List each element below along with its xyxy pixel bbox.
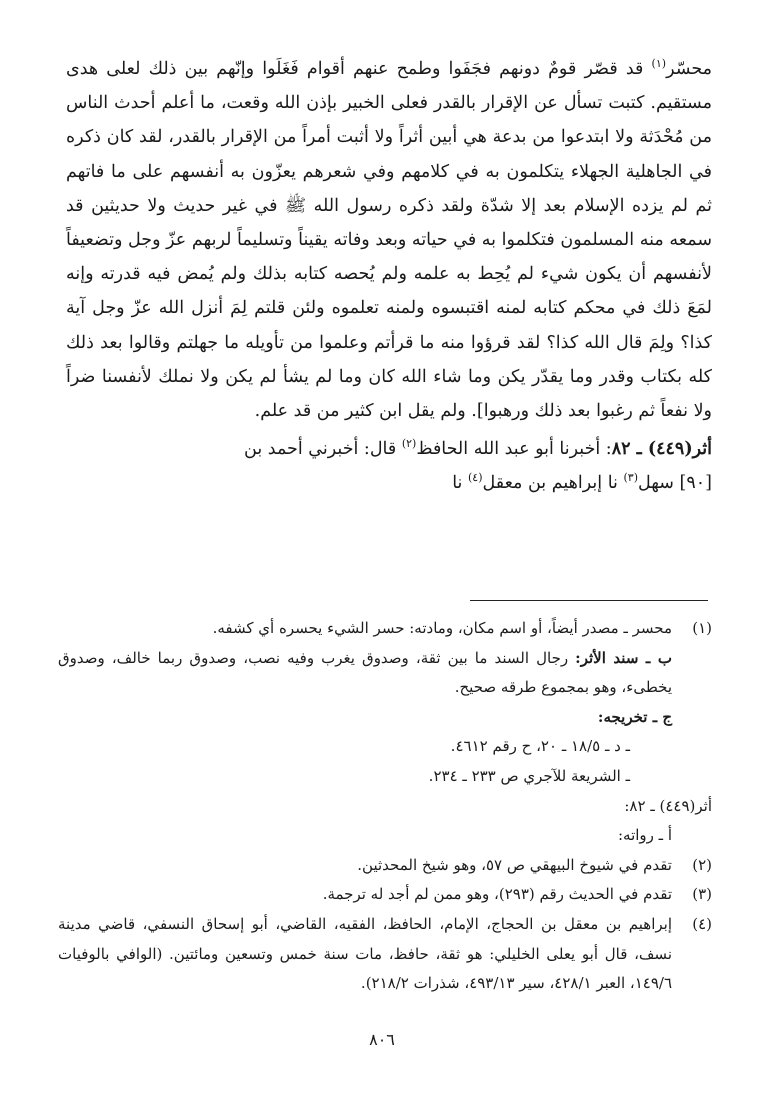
- footnote-ref-1[interactable]: (١): [651, 57, 667, 71]
- takhrij-line-2: ـ الشريعة للآجري ص ٢٣٣ ـ ٢٣٤.: [428, 766, 630, 785]
- footnote-3-text: تقدم في الحديث رقم (٢٩٣)، وهو ممن لم أجد له ترجمة.: [322, 885, 672, 904]
- footnote-3: [58, 880, 712, 910]
- athar-line1b: قال: أخبرني أحمد بن: [244, 439, 402, 460]
- ruwatuh-label: أ ـ رواته:: [617, 826, 672, 845]
- footnote-4-text: إبراهيم بن معقل بن الحجاج، الإمام، الحافظ، الفقيه، القاضي، أبو إسحاق النسفي، قاضي مدينة نسف، قال أبو يعلى الخليلي: هو ثقة، حافظ، مات سنة خمس وتسعين ومائتين. (الوافي بالوفيات ١٤٩/٦، العبر ٤٢٨/١، سير ٤٩٣/١٣، شذرات ٢١٨/٢).: [58, 914, 672, 993]
- footnotes: [58, 614, 712, 999]
- takhrij-label: [58, 703, 712, 733]
- footnote-2-text: تقدم في شيوخ البيهقي ص ٥٧، وهو شيخ المحدثين.: [357, 855, 672, 874]
- footnote-4: [58, 910, 712, 999]
- footnote-2: [58, 851, 712, 881]
- main-text: [66, 52, 712, 501]
- sanad-section: [58, 644, 712, 703]
- athar-reference: أثر(٤٤٩) ـ ٨٢:: [624, 796, 712, 815]
- athar-paragraph: [66, 432, 712, 500]
- athar-line2a: [٩٠] سهل: [637, 473, 712, 494]
- footnote-ref-3[interactable]: (٣): [623, 471, 638, 485]
- athar-label: أثر(٤٤٩) ـ ٨٢: [611, 439, 712, 460]
- page-number: ٨٠٦: [369, 1030, 395, 1049]
- takhrij-line-1: ـ د ـ ١٨/٥ ـ ٢٠، ح رقم ٤٦١٢.: [450, 737, 630, 756]
- footnote-4-number: (٤): [692, 914, 712, 933]
- footnote-1-text: محسر ـ مصدر أيضاً، أو اسم مكان، ومادته: حسر الشيء يحسره أي كشفه.: [212, 619, 672, 637]
- footnote-divider: [470, 600, 708, 601]
- sanad-label: ب ـ سند الأثر:: [575, 648, 672, 667]
- sanad-text: رجال السند ما بين ثقة، وصدوق يغرب وفيه نصب، وصدوق ربما خالف، وصدوق يخطىء، وهو بمجموع طرقه صحيح.: [58, 648, 672, 697]
- footnote-3-number: (٣): [692, 885, 712, 904]
- footnote-ref-2[interactable]: (٢): [401, 437, 417, 451]
- athar-line2c: نا: [452, 473, 468, 494]
- footnote-ref-4[interactable]: (٤): [467, 471, 483, 485]
- footnote-2-number: (٢): [692, 855, 712, 874]
- takhrij-label-text: ج ـ تخريجه:: [597, 707, 672, 726]
- main-paragraph: [66, 52, 712, 428]
- athar-line1a: : أخبرنا أبو عبد الله الحافظ: [416, 439, 612, 460]
- footnote-1-number: (١): [692, 619, 712, 637]
- footnote-1: [58, 614, 712, 644]
- main-paragraph-rest: قد قصّر قومٌ دونهم فجَفَوا وطمح عنهم أقوام فَغَلَوا وإنّهم بين ذلك لعلى هدى مستقيم. كتبت تسأل عن الإقرار بالقدر فعلى الخبير بإذن الله وقعت، ما أعلم أحدث الناس من مُحْدَثة ولا ابتدعوا من بدعة هي أبين أثراً ولا أثبت أمراً من الإقرار بالقدر، لقد كان ذكره في الجاهلية الجهلاء يتكلمون به في كلامهم وفي شعرهم يعزّون به أنفسهم على ما فاتهم ثم لم يزده الإسلام بعد إلا شدّة ولقد ذكره رسول الله ﷺ في غير حديث ولا حديثين قد سمعه منه المسلمون فتكلموا به في حياته وبعد وفاته يقيناً وتسليماً لربهم عزّ وجل وتضعيفاً لأنفسهم أن يكون شيء لم يُحِط به علمه ولم يُحصه كتابه بذلك ولم يُمض فيه قدرته وإنه لمَعَ ذلك في محكم كتابه لمنه اقتبسوه ولمنه تعلموه ولئن قلتم لِمَ أنزل الله عزّ وجل آية كذا؟ ولِمَ قال الله كذا؟ لقد قرؤوا منه ما قرأتم وعلموا من تأويله ما جهلتم وقالوا بعد ذلك كله بكتاب وقدر وما يقدّر يكن وما شاء الله كان وما لم يشأ لم يكن ولا نملك لأنفسنا ضراً ولا نفعاً ثم رغبوا بعد ذلك ورهبوا]. ولم يقل ابن كثير من قد علم.: [66, 59, 712, 422]
- athar-line2b: نا إبراهيم بن معقل: [482, 473, 624, 494]
- main-paragraph-start: محسّر: [666, 59, 712, 79]
